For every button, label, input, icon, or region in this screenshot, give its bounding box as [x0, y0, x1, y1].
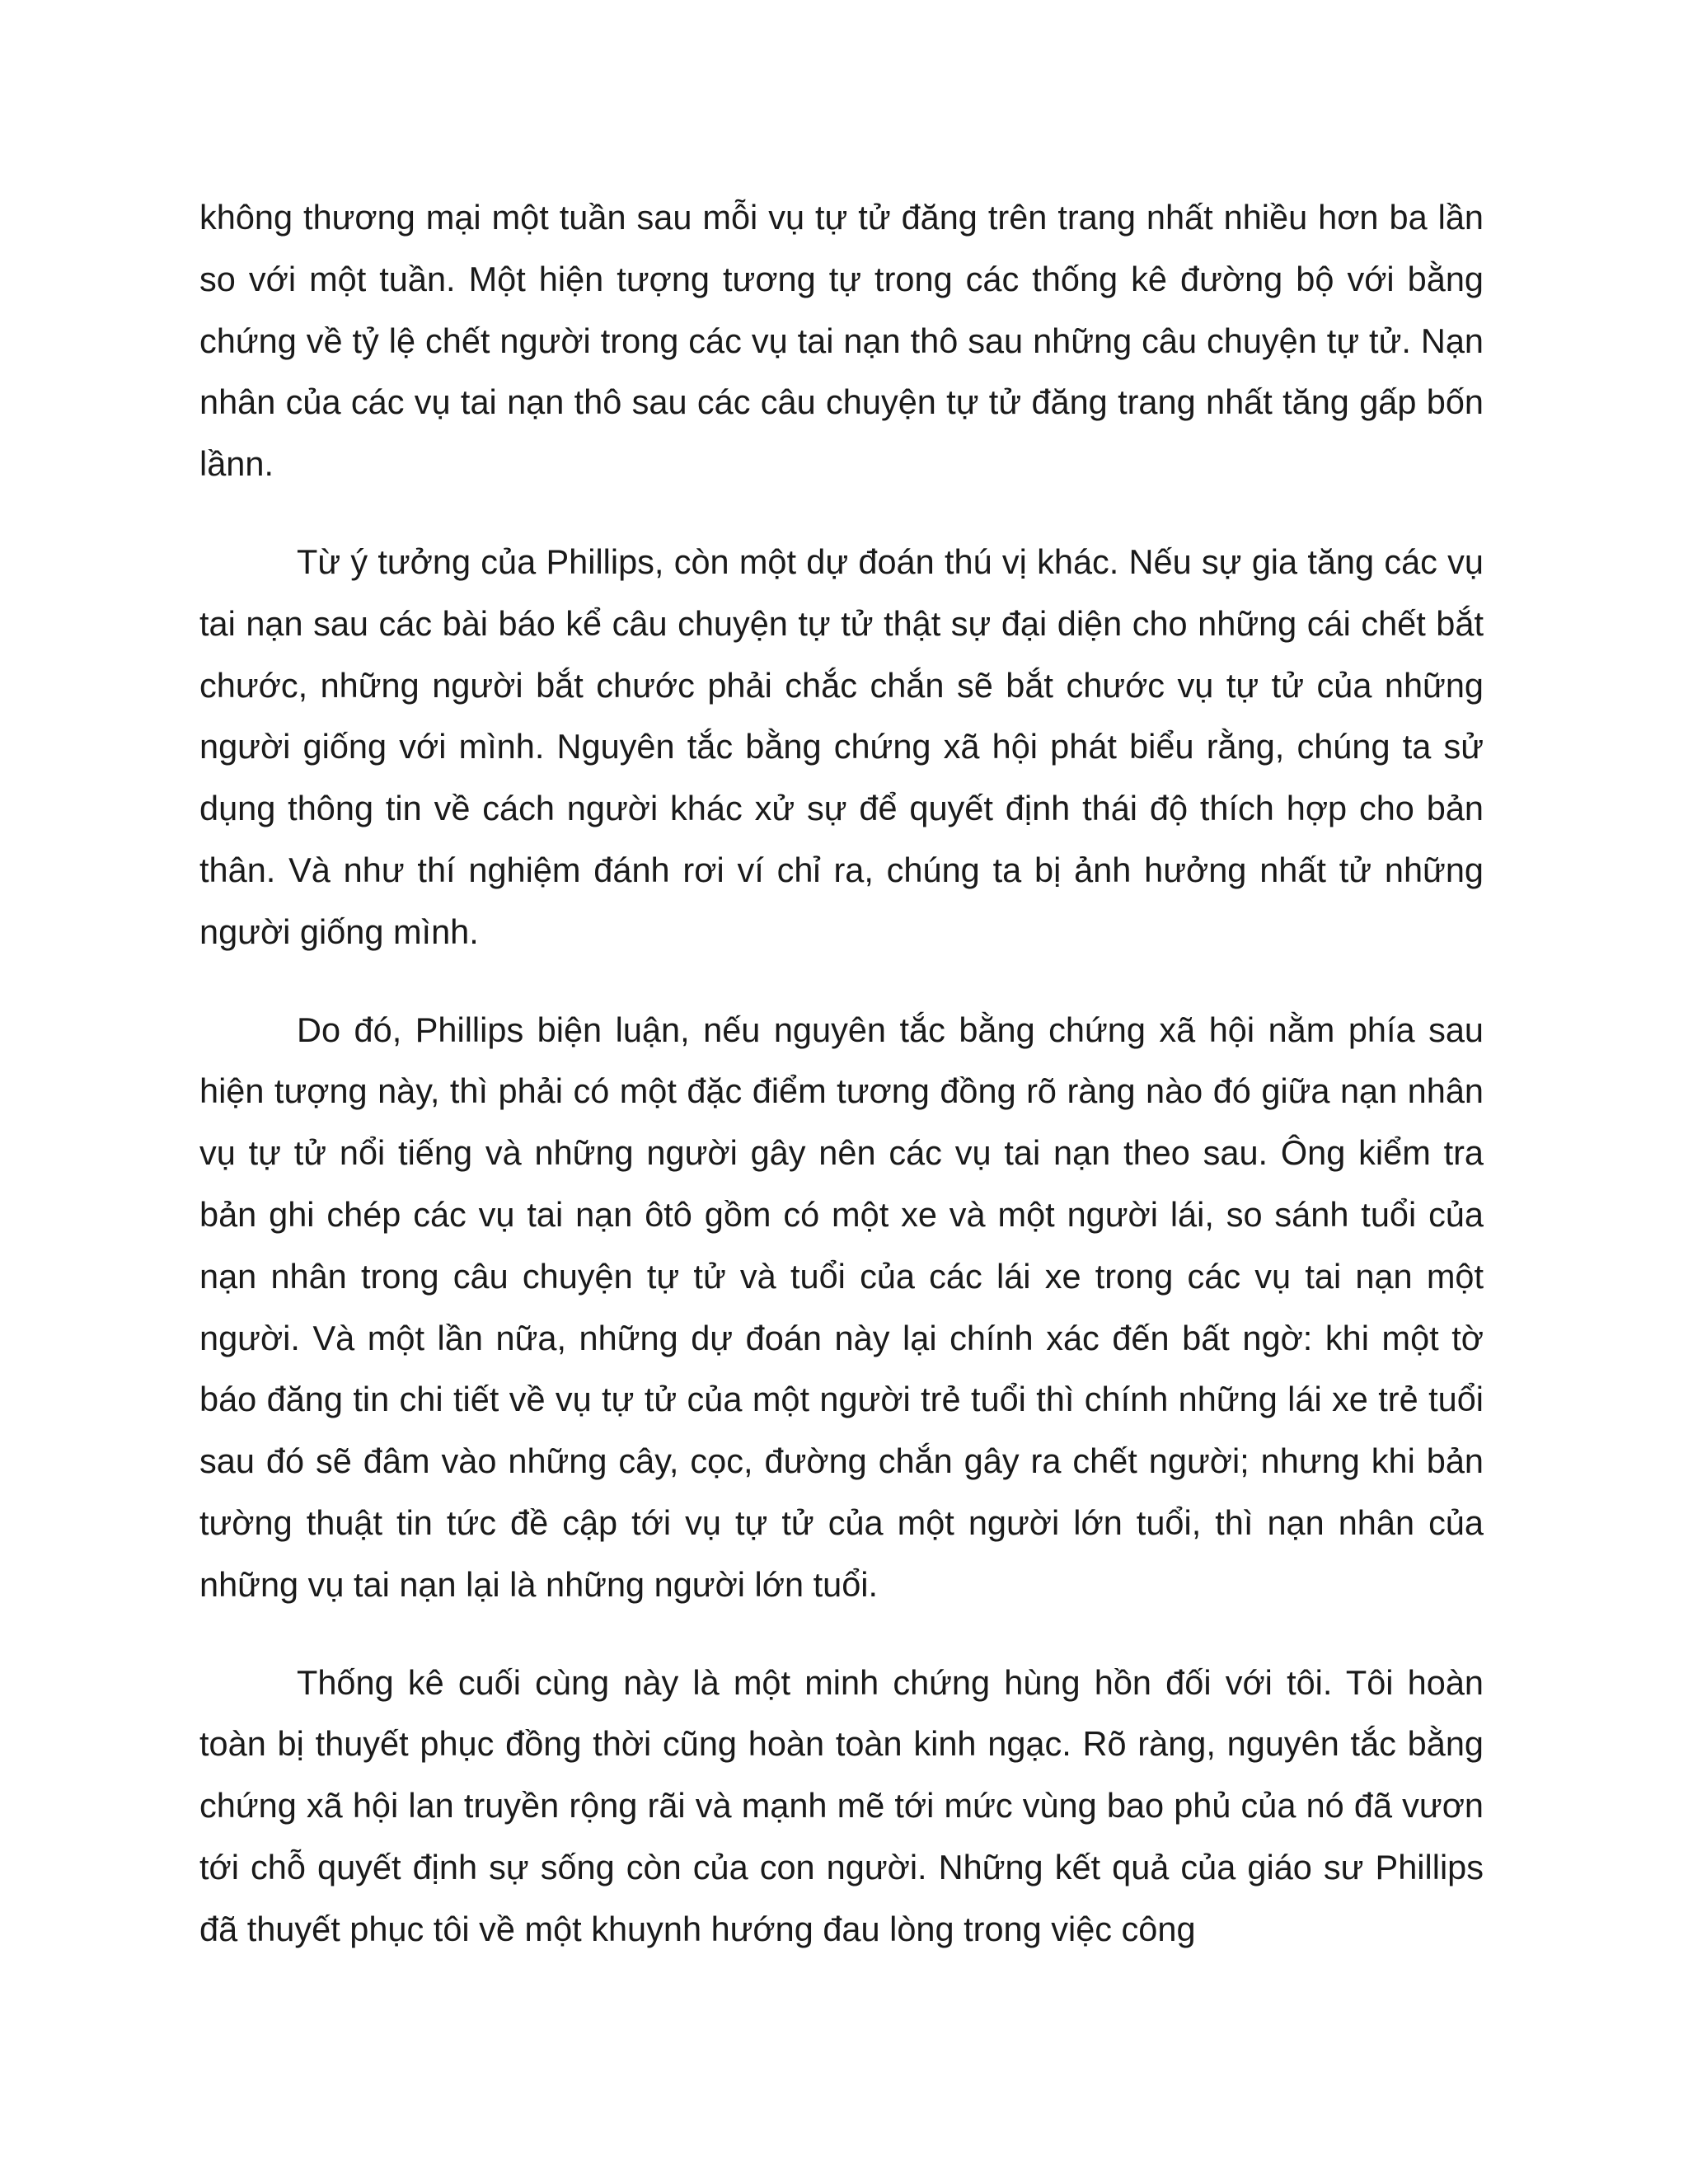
paragraph-4: Thống kê cuối cùng này là một minh chứng hùng hồn đối với tôi. Tôi hoàn toàn bị thuyết phục đồng thời cũng hoàn toàn kinh ngạc. Rõ ràng, nguyên tắc bằng chứng xã hội lan truyền rộng rãi và mạnh mẽ tới mức vùng bao phủ của nó đã vươn tới chỗ quyết định sự sống còn của con người. Những kết quả của giáo sư Phillips đã thuyết phục tôi về một khuynh hướng đau lòng trong việc công [199, 1662, 1484, 1948]
paragraph-2: Từ ý tưởng của Phillips, còn một dự đoán thú vị khác. Nếu sự gia tăng các vụ tai nạn sau các bài báo kể câu chuyện tự tử thật sự đại diện cho những cái chết bắt chước, những người bắt chước phải chắc chắn sẽ bắt chước vụ tự tử của những người giống với mình. Nguyên tắc bằng chứng xã hội phát biểu rằng, chúng ta sử dụng thông tin về cách người khác xử sự để quyết định thái độ thích hợp cho bản thân. Và như thí nghiệm đánh rơi ví chỉ ra, chúng ta bị ảnh hưởng nhất tử những người giống mình. [199, 541, 1484, 951]
paragraph-1: không thương mại một tuần sau mỗi vụ tự tử đăng trên trang nhất nhiều hơn ba lần so với một tuần. Một hiện tượng tương tự trong các thống kê đường bộ với bằng chứng về tỷ lệ chết người trong các vụ tai nạn thô sau những câu chuyện tự tử. Nạn nhân của các vụ tai nạn thô sau các câu chuyện tự tử đăng trang nhất tăng gấp bốn lầnn. [199, 198, 1484, 484]
paragraph-3: Do đó, Phillips biện luận, nếu nguyên tắc bằng chứng xã hội nằm phía sau hiện tượng này, thì phải có một đặc điểm tương đồng rõ ràng nào đó giữa nạn nhân vụ tự tử nổi tiếng và những người gây nên các vụ tai nạn theo sau. Ông kiểm tra bản ghi chép các vụ tai nạn ôtô gồm có một xe và một người lái, so sánh tuổi của nạn nhân trong câu chuyện tự tử và tuổi của các lái xe trong các vụ tai nạn một người. Và một lần nữa, những dự đoán này lại chính xác đến bất ngờ: khi một tờ báo đăng tin chi tiết về vụ tự tử của một người trẻ tuổi thì chính những lái xe trẻ tuổi sau đó sẽ đâm vào những cây, cọc, đường chắn gây ra chết người; nhưng khi bản tường thuật tin tức đề cập tới vụ tự tử của một người lớn tuổi, thì nạn nhân của những vụ tai nạn lại là những người lớn tuổi. [199, 1010, 1484, 1604]
body-text [199, 187, 1484, 1961]
